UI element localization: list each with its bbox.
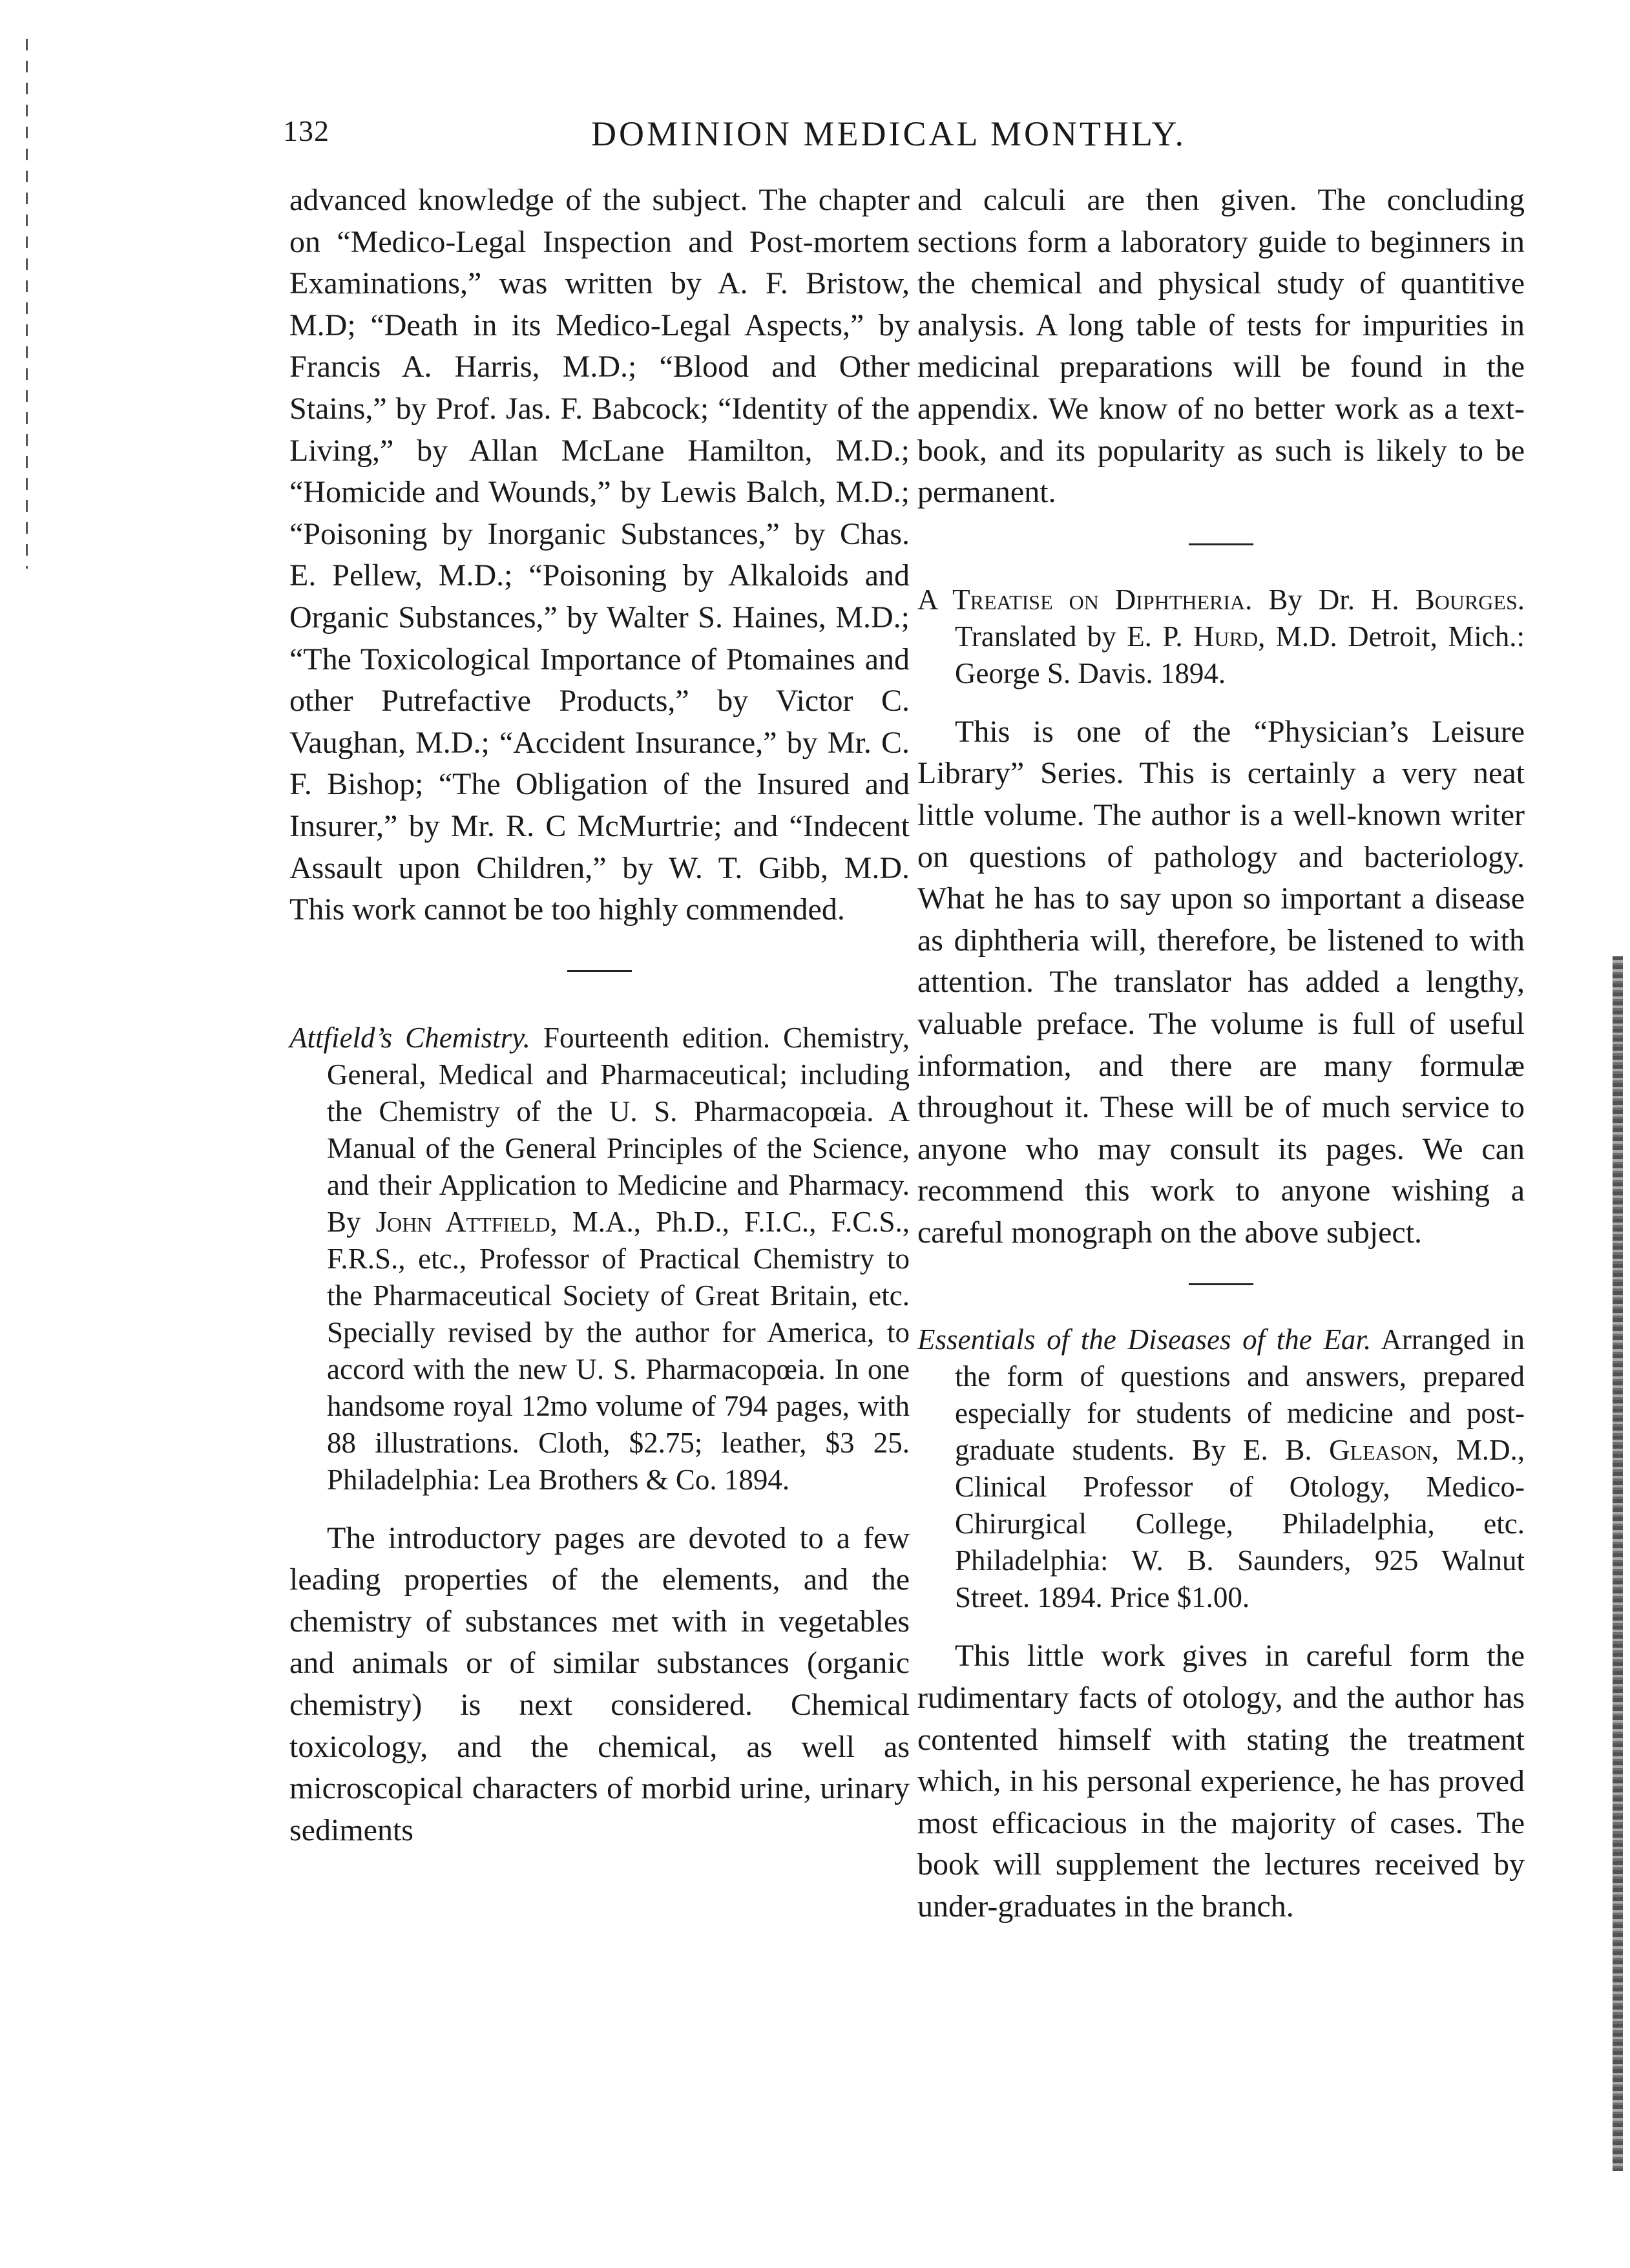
citation-text: Fourteenth edition. Chemistry, General, Medical and Pharmaceutical; including the Chemistry of the U. S. Pharmacopœia. A Manual of the General Principles of the Science, and their Application to Medicine and Pharmacy. By — [327, 1021, 910, 1238]
review-citation — [917, 582, 1525, 692]
right-column — [917, 180, 1525, 1928]
review-body: The introductory pages are devoted to a few leading properties of the elements, and the chemistry of substances met with in vegetables and animals or of similar substances (organic chemistry) is next considered. Chemical toxicology, and the chemical, as well as microscopical characters of morbid urine, urinary sediments — [289, 1520, 910, 1847]
citation-text: By Dr. — [1268, 583, 1355, 616]
review-author: E. B. Gleason — [1242, 1434, 1432, 1467]
page-number: 132 — [283, 114, 329, 147]
citation-text: , M.A., Ph.D., F.I.C., F.C.S., F.R.S., etc., Professor of Practical Chemistry to the Pharmaceutical Society of Great Britain, etc. Specially revised by the author for America, to accord with the new U. S. Pharmacopœia. In one handsome royal 12mo volume of 794 pages, with 88 illustrations. Cloth, $2.75; leather, $3 25. Philadelphia: Lea Brothers & Co. 1894. — [327, 1205, 910, 1496]
review-diphtheria — [917, 582, 1525, 1254]
continued-review-text: and calculi are then given. The concluding sections form a laboratory guide to beginners in the chemical and physical study of quantitive analysis. A long table of tests for impurities in medicinal preparations will be found in the appendix. We know of no better work as a text-book, and its popularity as such is likely to be permanent. — [917, 183, 1525, 510]
right-edge-mark — [1613, 956, 1623, 2171]
section-divider — [567, 970, 632, 972]
citation-text: Arranged in the form of questions and answers, prepared especially for students of medicine and post-graduate students. By — [955, 1323, 1525, 1467]
review-author: H. Bourges — [1371, 583, 1518, 616]
citation-text: , M.D., Clinical Professor of Otology, Medico-Chirurgical College, Philadelphia, etc. Philadelphia: W. B. Saunders, 925 Walnut Street. 1894. Price $1.00. — [955, 1434, 1525, 1614]
review-translator: E. P. Hurd — [1127, 620, 1259, 653]
review-body: This is one of the “Physician’s Leisure Library” Series. This is certainly a very neat little volume. The author is a well-known writer on questions of pathology and bacteriology. What he has to say upon so important a disease as diphtheria will, therefore, be listened to with attention. The translator has added a lengthy, valuable preface. The volume is full of useful information, and there are many formulæ throughout it. These will be of much service to anyone who may consult its pages. We can recommend this work to anyone wishing a careful monograph on the above subject. — [917, 714, 1525, 1250]
citation-text: . Translated by — [955, 583, 1525, 653]
review-book-title: Essentials of the Diseases of the Ear. — [917, 1323, 1372, 1356]
review-book-title: Attfield’s Chemistry. — [289, 1021, 530, 1054]
left-column — [289, 180, 910, 1851]
section-divider — [1189, 543, 1253, 545]
review-citation — [289, 1020, 910, 1498]
review-attfield — [289, 1020, 910, 1852]
section-divider — [1189, 1283, 1253, 1285]
citation-text: , M.D. Detroit, Mich.: George S. Davis. 1894. — [955, 620, 1525, 689]
continued-review-text: advanced knowledge of the subject. The chapter on “Medico-Legal Inspection and Post-mortem Examinations,” was written by A. F. Bristow, M.D; “Death in its Medico-Legal Aspects,” by Francis A. Harris, M.D.; “Blood and Other Stains,” by Prof. Jas. F. Babcock; “Identity of the Living,” by Allan McLane Hamilton, M.D.; “Homicide and Wounds,” by Lewis Balch, M.D.; “Poisoning by Inorganic Substances,” by Chas. E. Pellew, M.D.; “Poisoning by Alkaloids and Organic Substances,” by Walter S. Haines, M.D.; “The Toxicological Importance of Ptomaines and other Putrefactive Products,” by Victor C. Vaughan, M.D.; “Accident Insurance,” by Mr. C. F. Bishop; “The Obligation of the Insured and Insurer,” by Mr. R. C McMurtrie; and “Indecent Assault upon Children,” by W. T. Gibb, M.D. This work cannot be too highly commended. — [289, 183, 910, 927]
review-citation — [917, 1321, 1525, 1616]
running-head: DOMINION MEDICAL MONTHLY. — [591, 114, 1187, 153]
review-body: This little work gives in careful form the rudimentary facts of otology, and the author has contented himself with stating the treatment which, in his personal experience, he has proved most efficacious in the majority of cases. The book will supplement the lectures received by under-graduates in the branch. — [917, 1639, 1525, 1924]
left-edge-mark — [26, 39, 28, 569]
review-book-title: A Treatise on Diphtheria. — [917, 583, 1253, 616]
review-author: John Attfield — [375, 1205, 550, 1238]
review-ear — [917, 1321, 1525, 1927]
